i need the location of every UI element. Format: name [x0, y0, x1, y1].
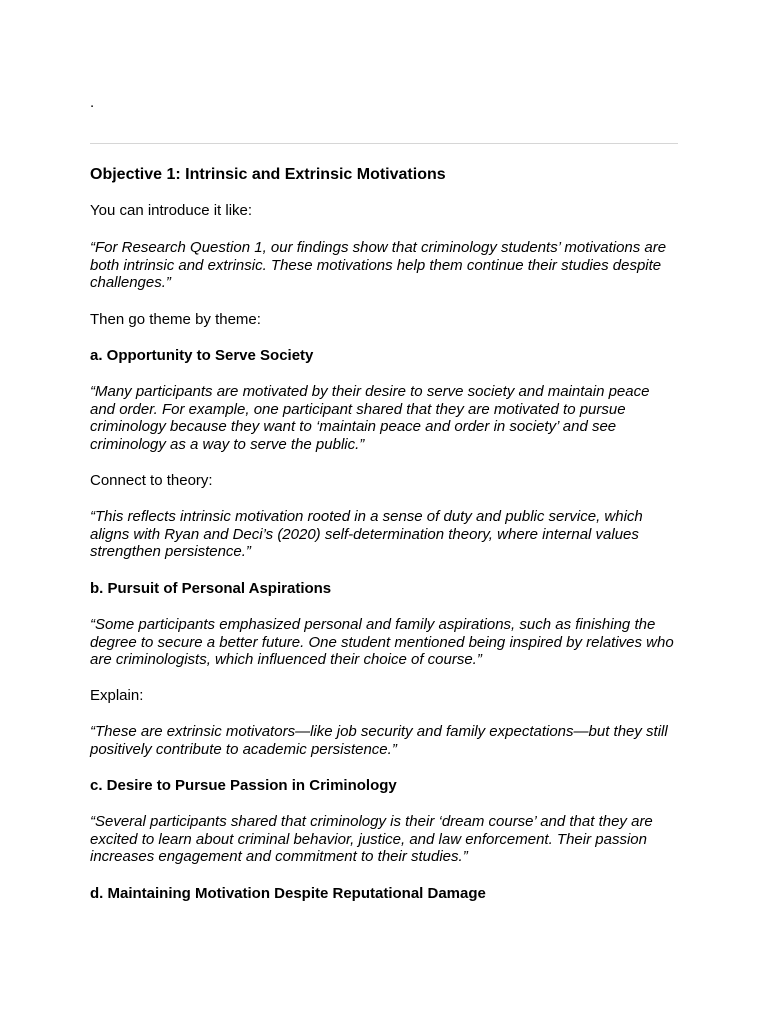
section-b-quote: “Some participants emphasized personal and family aspirations, such as finishing the degree to secure a better future. One student mentioned being inspired by relatives who are criminologists, which influenced their choice of course.” — [90, 616, 674, 669]
objective-title: Objective 1: Intrinsic and Extrinsic Motivations — [90, 166, 446, 183]
intro-prompt: You can introduce it like: — [90, 202, 253, 219]
stray-dot: . — [90, 94, 95, 111]
section-b-followup-quote: “These are extrinsic motivators—like job security and family expectations—but they still positively contribute to academic persistence.” — [90, 723, 668, 758]
horizontal-divider — [90, 143, 678, 144]
section-b-heading: b. Pursuit of Personal Aspirations — [90, 580, 332, 597]
section-a-followup-quote: “This reflects intrinsic motivation rooted in a sense of duty and public service, which aligns with Ryan and Deci’s (2020) self-determination theory, where internal values strengthen persistence.” — [90, 508, 643, 561]
section-a-heading: a. Opportunity to Serve Society — [90, 347, 314, 364]
section-c-heading: c. Desire to Pursue Passion in Criminology — [90, 777, 397, 794]
section-b-followup-prompt: Explain: — [90, 687, 144, 704]
section-a-followup-prompt: Connect to theory: — [90, 472, 213, 489]
section-d-heading: d. Maintaining Motivation Despite Reputational Damage — [90, 885, 486, 902]
intro-quote: “For Research Question 1, our findings show that criminology students’ motivations are both intrinsic and extrinsic. These motivations help them continue their studies despite challenges.” — [90, 239, 667, 292]
section-c-quote: “Several participants shared that criminology is their ‘dream course’ and that they are excited to learn about criminal behavior, justice, and law enforcement. Their passion increases engagement and commitment to their studies.” — [90, 813, 653, 866]
section-a-quote: “Many participants are motivated by their desire to serve society and maintain peace and order. For example, one participant shared that they are motivated to pursue criminology because they want to ‘maintain peace and order in society’ and see criminology as a way to serve the public.” — [90, 383, 650, 454]
theme-prompt: Then go theme by theme: — [90, 311, 261, 328]
